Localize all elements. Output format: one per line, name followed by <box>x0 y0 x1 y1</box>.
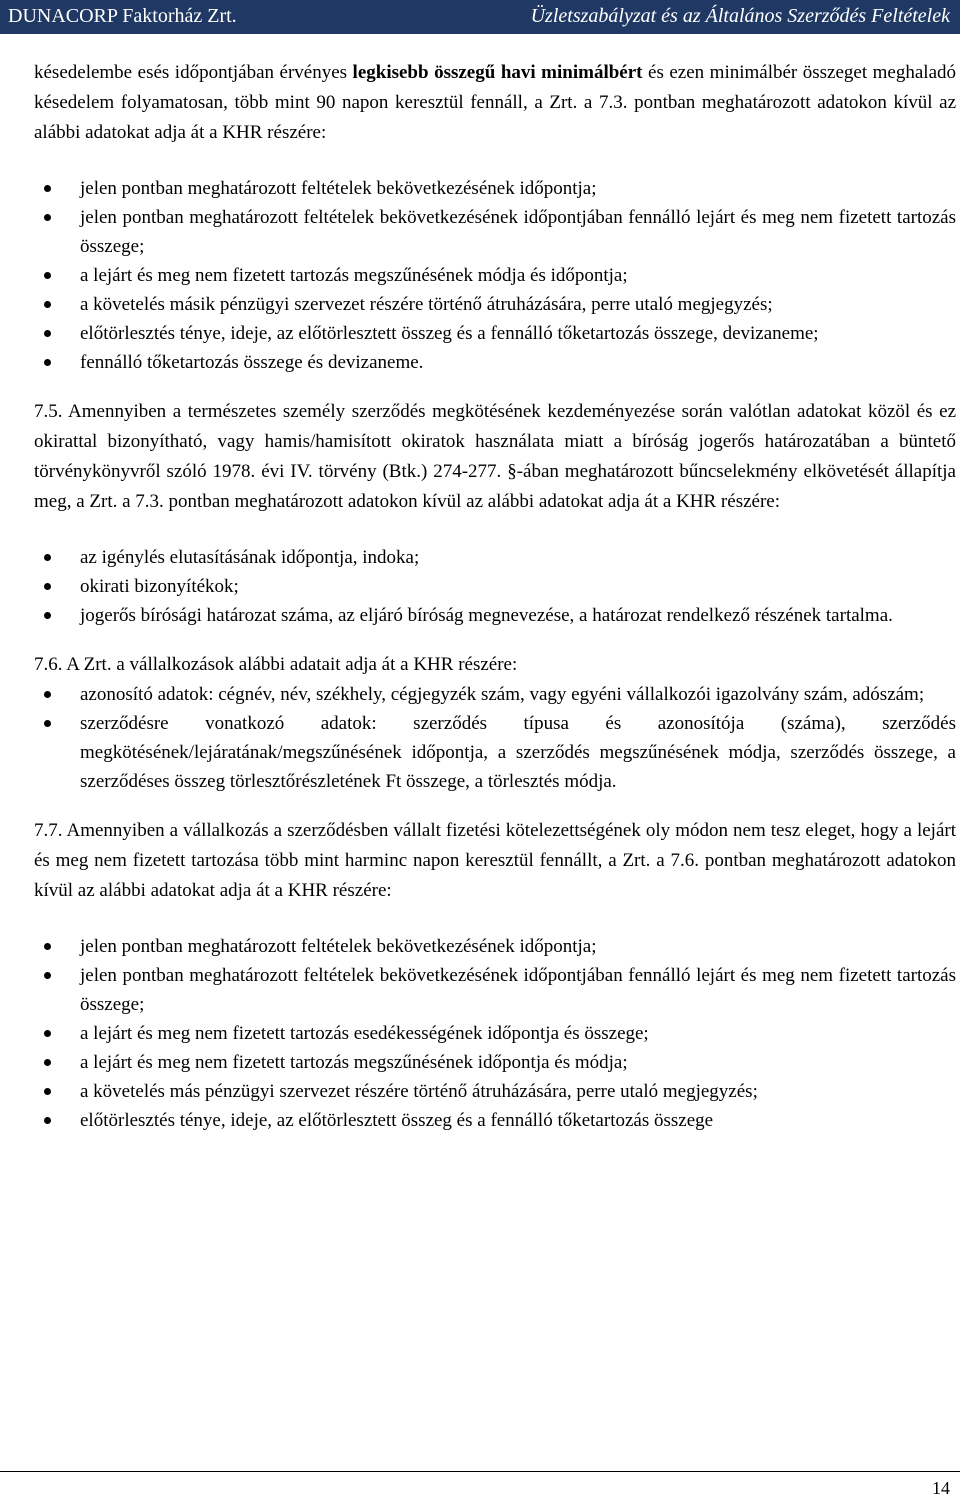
page-header <box>0 0 960 34</box>
bullet-icon <box>44 943 51 950</box>
paragraph-7-7: 7.7. Amennyiben a vállalkozás a szerződésben vállalt fizetési kötelezettségének oly módon nem tesz eleget, hogy a lejárt és meg nem fizetett tartozása több mint harminc napon keresztül fennállt, a Zrt. a 7.6. pontban meghatározott adatokon kívül az alábbi adatokat adja át a KHR részére: <box>34 820 956 901</box>
bullet-icon <box>44 214 51 221</box>
bullet-icon <box>44 272 51 279</box>
list-item: szerződésre vonatkozó adatok: szerződés típusa és azonosítója (száma), szerződés megkötésének/lejáratának/megszűnésének időpontja, a szerződés megszűnésének módja, szerződés összege, a szerződéses összeg törlesztőrészletének Ft összege, a törlesztés módja. <box>34 709 956 796</box>
bullet-icon <box>44 1030 51 1037</box>
list-item: a követelés más pénzügyi szervezet részére történő átruházására, perre utaló megjegyzés; <box>34 1077 956 1106</box>
list-item: jelen pontban meghatározott feltételek bekövetkezésének időpontjában fennálló lejárt és meg nem fizetett tartozás összege; <box>34 203 956 261</box>
list-item: a követelés másik pénzügyi szervezet részére történő átruházására, perre utaló megjegyzés; <box>34 290 956 319</box>
list-item: előtörlesztés ténye, ideje, az előtörlesztett összeg és a fennálló tőketartozás összege, devizaneme; <box>34 319 956 348</box>
footer-divider <box>0 1471 960 1472</box>
list-7-7 <box>34 932 956 1135</box>
list-item: jelen pontban meghatározott feltételek bekövetkezésének időpontja; <box>34 932 956 961</box>
intro-text-2: és ezen minimálbér összeget meghaladó késedelem folyamatosan, több mint 90 napon keresztül fennáll, a Zrt. a 7.3. pontban meghatározott adatokon kívül az alábbi adatokat adja át a KHR részére: <box>34 62 957 143</box>
list-item: a lejárt és meg nem fizetett tartozás megszűnésének módja és időpontja; <box>34 261 956 290</box>
page-number: 14 <box>932 1478 950 1498</box>
bullet-icon <box>44 1117 51 1124</box>
intro-bold-text: legkisebb összegű havi minimálbért <box>352 62 643 83</box>
list-item: fennálló tőketartozás összege és devizaneme. <box>34 348 956 377</box>
bullet-icon <box>44 330 51 337</box>
bullet-icon <box>44 1088 51 1095</box>
list-7-6 <box>34 680 956 796</box>
paragraph-7-5: 7.5. Amennyiben a természetes személy szerződés megkötésének kezdeményezése során valótlan adatokat közöl és ez okirattal bizonyítható, vagy hamis/hamisított okiratok használata miatt a bíróság jogerős határozatában a büntető törvénykönyvről szóló 1978. évi IV. törvény (Btk.) 274-277. §-ában meghatározott bűncselekmény elkövetését állapítja meg, a Zrt. a 7.3. pontban meghatározott adatokon kívül az alábbi adatokat adja át a KHR részére: <box>34 401 956 512</box>
bullet-icon <box>44 691 51 698</box>
bullet-icon <box>44 185 51 192</box>
document-title: Üzletszabályzat és az Általános Szerződés Feltételek <box>530 5 950 27</box>
bullet-icon <box>44 972 51 979</box>
list-item: a lejárt és meg nem fizetett tartozás megszűnésének időpontja és módja; <box>34 1048 956 1077</box>
list-item: jelen pontban meghatározott feltételek bekövetkezésének időpontja; <box>34 174 956 203</box>
list-item: okirati bizonyítékok; <box>34 572 956 601</box>
bullet-icon <box>44 554 51 561</box>
bullet-icon <box>44 301 51 308</box>
list-item: előtörlesztés ténye, ideje, az előtörlesztett összeg és a fennálló tőketartozás összege <box>34 1106 956 1135</box>
bullet-icon <box>44 612 51 619</box>
list-item: a lejárt és meg nem fizetett tartozás esedékességének időpontja és összege; <box>34 1019 956 1048</box>
bullet-icon <box>44 720 51 727</box>
document-body <box>34 58 956 1135</box>
list-item: jelen pontban meghatározott feltételek bekövetkezésének időpontjában fennálló lejárt és meg nem fizetett tartozás összege; <box>34 961 956 1019</box>
list-item: jogerős bírósági határozat száma, az eljáró bíróság megnevezése, a határozat rendelkező részének tartalma. <box>34 601 956 630</box>
bullet-icon <box>44 583 51 590</box>
list-item: azonosító adatok: cégnév, név, székhely, cégjegyzék szám, vagy egyéni vállalkozói igazolvány szám, adószám; <box>34 680 956 709</box>
company-name: DUNACORP Faktorház Zrt. <box>8 5 237 27</box>
bullet-icon <box>44 1059 51 1066</box>
intro-paragraph <box>34 58 956 148</box>
list-7-4 <box>34 174 956 377</box>
paragraph-7-6: 7.6. A Zrt. a vállalkozások alábbi adatait adja át a KHR részére: <box>34 654 518 675</box>
bullet-icon <box>44 359 51 366</box>
list-7-5 <box>34 543 956 630</box>
intro-text-1: késedelembe esés időpontjában érvényes <box>34 62 353 83</box>
list-item: az igénylés elutasításának időpontja, indoka; <box>34 543 956 572</box>
